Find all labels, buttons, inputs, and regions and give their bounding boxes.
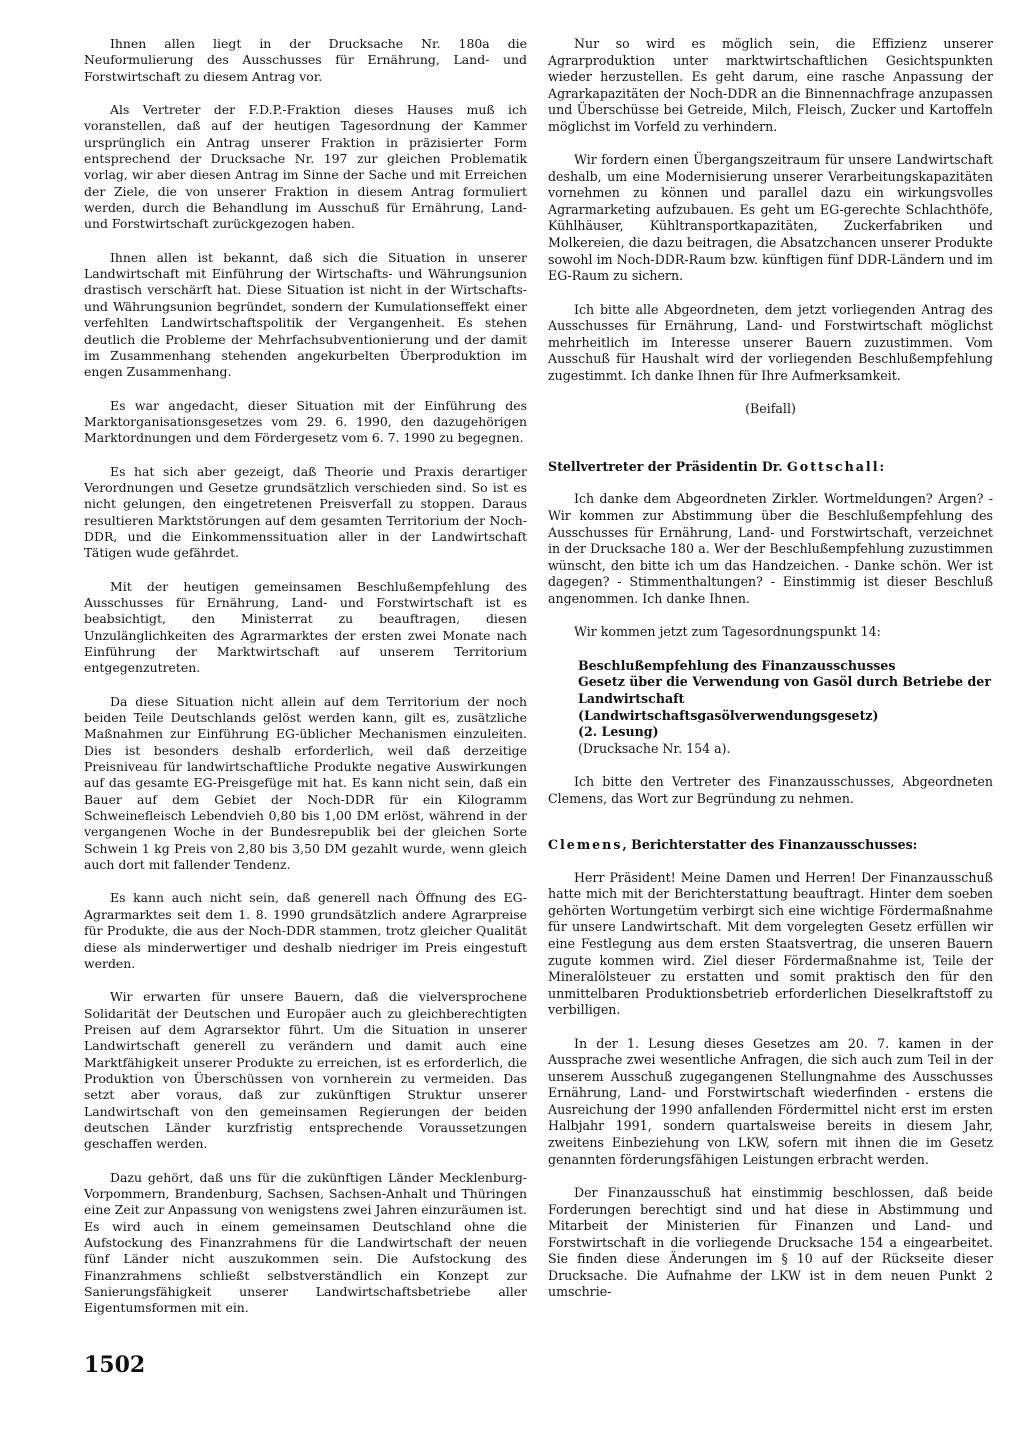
paragraph: Es hat sich aber gezeigt, daß Theorie und Praxis derartiger Verordnungen und Gesetze grundsätzlich verschieden sind. So ist es nicht gelungen, den eingetretenen Preisverfall zu stoppen. Daraus resultieren Marktstörungen auf dem gesamten Territorium der Noch-DDR, und die Einkommenssituation aller in der Landwirtschaft Tätigen wude gefährdet. [84,463,527,561]
applause-note: (Beifall) [745,401,796,417]
left-column [84,36,527,1334]
right-column [548,36,993,1318]
paragraph: Ich danke dem Abgeordneten Zirkler. Wortmeldungen? Argen? - Wir kommen zur Abstimmung über die Beschlußempfehlung des Ausschusses für Ernährung, Land- und Forstwirtschaft, verzeichnet in der Drucksache 180 a. Wer der Beschlußempfehlung zuzustimmen wünscht, den bitte ich um das Handzeichen. - Danke schön. Wer ist dagegen? - Stimmenthaltungen? - Einstimmig ist dieser Beschluß angenommen. Ich danke Ihnen. [548,491,993,606]
paragraph: Dazu gehört, daß uns für die zukünftigen Länder Mecklenburg-Vorpommern, Brandenburg, Sachsen, Sachsen-Anhalt und Thüringen eine Zeit zur Anpassung von wenigstens zwei Jahren einzuräumen ist. Es wird auch in einem gemeinsamen Deutschland ohne die Aufstockung des Finanzrahmens für die Landwirtschaft der neuen fünf Länder nicht auszukommen sein. Die Aufstockung des Finanzrahmens schließt selbstverständlich ein Konzept zur Sanierungsfähigkeit unserer Landwirtschaftsbetriebe aller Eigentumsformen mit ein. [84,1169,527,1316]
paragraph: Mit der heutigen gemeinsamen Beschlußempfehlung des Ausschusses für Ernährung, Land- und Forstwirtschaft ist es beabsichtigt, den Ministerrat zu beauftragen, diesen Unzulänglichkeiten des Agrarmarktes der ersten zwei Monate nach Einführung der Marktwirtschaft auf unserem Territorium entgegenzutreten. [84,578,527,676]
speaker-heading [548,459,993,476]
paragraph: Wir kommen jetzt zum Tagesordnungspunkt 14: [574,624,881,640]
speaker-name: Clemens [548,837,623,853]
paragraph: Der Finanzausschuß hat einstimmig beschlossen, daß beide Forderungen berechtigt sind und hat diese in Abstimmung und Mitarbeit der Ministerien für Finanzen und Land- und Forstwirtschaft in die vorliegende Drucksache 154 a eingearbeitet. Sie finden diese Änderungen im § 10 auf der Rückseite dieser Drucksache. Die Aufnahme der LKW ist in dem neuen Punkt 2 umschrie- [548,1185,993,1300]
paragraph: Ich bitte alle Abgeordneten, dem jetzt vorliegenden Antrag des Ausschusses für Ernährung, Land- und Forstwirtschaft möglichst mehrheitlich im Interesse unserer Bauern zuzustimmen. Vom Ausschuß für Haushalt wird der vorliegenden Beschlußempfehlung zugestimmt. Ich danke Ihnen für Ihre Aufmerksamkeit. [548,301,993,383]
paragraph: In der 1. Lesung dieses Gesetzes am 20. 7. kamen in der Aussprache zwei wesentliche Anfragen, die sich auch zum Teil in der unserem Ausschuß zugegangenen Stellungnahme des Ausschusses Ernährung, Land- und Forstwirtschaft wiederfinden - erstens die Ausreichung der 1990 anfallenden Fördermittel nicht erst im ersten Halbjahr 1991, sondern quartalsweise bereits in diesem Jahr, zweitens Einbeziehung von LKW, sofern mit ihnen die im Gesetz genannten förderungsfähigen Leistungen erbracht werden. [548,1035,993,1167]
speaker-colon: : [879,458,885,474]
speaker-name: Gottschall [787,458,880,474]
paragraph: Ich bitte den Vertreter des Finanzausschusses, Abgeordneten Clemens, das Wort zur Begründung zu nehmen. [548,774,993,806]
agenda-line: (Landwirtschaftsgasölverwendungsgesetz) [578,707,879,723]
paragraph: Herr Präsident! Meine Damen und Herren! Der Finanzausschuß hatte mich mit der Berichterstattung beauftragt. Hinter dem soeben gehörten Wortungetüm verbirgt sich eine wichtige Fördermaßnahme für unsere Landwirtschaft. Mit dem vorgelegten Gesetz erfüllen wir eine Festlegung aus dem ersten Staatsvertrag, die unseren Bauern zugute kommen wird. Ziel dieser Fördermaßnahme ist, Teile der Mineralölsteuer zu erstatten und somit praktisch den für den unmittelbaren Produktionsbetrieb erforderlichen Dieselkraftstoff zu verbilligen. [548,869,993,1018]
paragraph: Da diese Situation nicht allein auf dem Territorium der noch beiden Teile Deutschlands gelöst werden kann, gilt es, zusätzliche Maßnahmen zur Einführung EG-üblicher Mechanismen einzuleiten. Dies ist besonders deshalb erforderlich, weil daß derzeitige Preisniveau für landwirtschaftliche Produkte negative Auswirkungen auf das gesamte EG-Preisgefüge mit hat. Es kann nicht sein, daß ein Bauer auf dem Gebiet der Noch-DDR für ein Kilogramm Schweinefleisch Lebendvieh 0,80 bis 1,00 DM erlöst, während in der vergangenen Woche in der Bundesrepublik bei der gleichen Sorte Schwein 1 kg Preis von 2,80 bis 3,50 DM gezahlt wurde, wenn gleich auch dort mit fallender Tendenz. [84,693,527,873]
agenda-line: (Drucksache Nr. 154 a). [578,740,731,756]
paragraph: Ihnen allen liegt in der Drucksache Nr. 180a die Neuformulierung des Ausschusses für Ernährung, Land- und Forstwirtschaft zu diesem Antrag vor. [84,36,527,84]
speaker-heading [548,837,993,854]
page-number: 1502 [84,1352,146,1378]
paragraph: Es kann auch nicht sein, daß generell nach Öffnung des EG-Agrarmarktes seit dem 1. 8. 1990 grundsätzlich andere Agrarpreise für Produkte, die aus der Noch-DDR stammen, trotz gleicher Qualität diese als minderwertiger und deshalb niedriger im Preis eingestuft werden. [84,890,527,971]
speaker-title: Stellvertreter der Präsidentin Dr. [548,458,783,474]
agenda-item-block [578,658,993,757]
paragraph: Wir fordern einen Übergangszeitraum für unsere Landwirtschaft deshalb, um eine Modernisierung unserer Verarbeitungskapazitäten vornehmen zu können und parallel dazu ein wirkungsvolles Agrarmarketing aufzubauen. Es geht um EG-gerechte Schlachthöfe, Kühlhäuser, Kühltransportkapazitäten, Zuckerfabriken und Molkereien, die dazu beitragen, die Absatzchancen unserer Produkte sowohl im Noch-DDR-Raum bzw. künftigen fünf DDR-Ländern und im EG-Raum zu sichern. [548,152,993,284]
speaker-role: , Berichterstatter des Finanzausschusses: [622,837,918,853]
paragraph: Es war angedacht, dieser Situation mit der Einführung des Marktorganisationsgesetzes vom 29. 6. 1990, den dazugehörigen Marktordnungen und dem Fördergesetz vom 6. 7. 1990 zu begegnen. [84,397,527,446]
paragraph: Als Vertreter der F.D.P.-Fraktion dieses Hauses muß ich voranstellen, daß auf der heutigen Tagesordnung der Kammer ursprünglich ein Antrag unserer Fraktion in präzisierter Form entsprechend der Drucksache Nr. 197 zur gleichen Problematik vorlag, wir aber diesen Antrag im Sinne der Sache und mit Erreichen der Ziele, die von unserer Fraktion in diesem Antrag formuliert werden, durch die Behandlung im Ausschuß für Ernährung, Land- und Forstwirtschaft zurückgezogen haben. [84,102,527,232]
agenda-line: Beschlußempfehlung des Finanzausschusses [578,657,896,673]
paragraph: Nur so wird es möglich sein, die Effizienz unserer Agrarproduktion unter marktwirtschaftlichen Gesichtspunkten wieder herzustellen. Es geht darum, eine rasche Anpassung der Agrarkapazitäten der Noch-DDR an die Binnennachfrage anzupassen und Überschüsse bei Getreide, Milch, Fleisch, Zucker und Kartoffeln möglichst im Vorfeld zu verhindern. [548,36,993,134]
paragraph: Wir erwarten für unsere Bauern, daß die vielversprochene Solidarität der Deutschen und Europäer auch zu gleichberechtigten Preisen auf dem Agrarsektor führt. Um die Situation in unserer Landwirtschaft generell zu verändern und damit auch eine Marktfähigkeit unserer Produkte zu erreichen, ist es erforderlich, die Produktion von Überschüssen von vornherein zu vermeiden. Das setzt aber voraus, daß zur zukünftigen Struktur unserer Landwirtschaft von den gemeinsamen Regierungen der beiden deutschen Länder kurzfristig entsprechende Voraussetzungen geschaffen werden. [84,989,527,1152]
paragraph: Ihnen allen ist bekannt, daß sich die Situation in unserer Landwirtschaft mit Einführung der Wirtschafts- und Währungsunion drastisch verschärft hat. Diese Situation ist nicht in der Wirtschafts- und Währungsunion begründet, sondern der Kumulationseffekt einer verfehlten Landwirtschaftspolitik der Vergangenheit. Es stehen deutlich die Probleme der Mehrfachsubventionierung und der damit im Zusammenhang stehenden angekurbelten Überproduktion im engen Zusammenhang. [84,249,527,380]
agenda-line: Gesetz über die Verwendung von Gasöl durch Betriebe der Landwirtschaft [578,674,991,706]
agenda-line: (2. Lesung) [578,724,659,740]
